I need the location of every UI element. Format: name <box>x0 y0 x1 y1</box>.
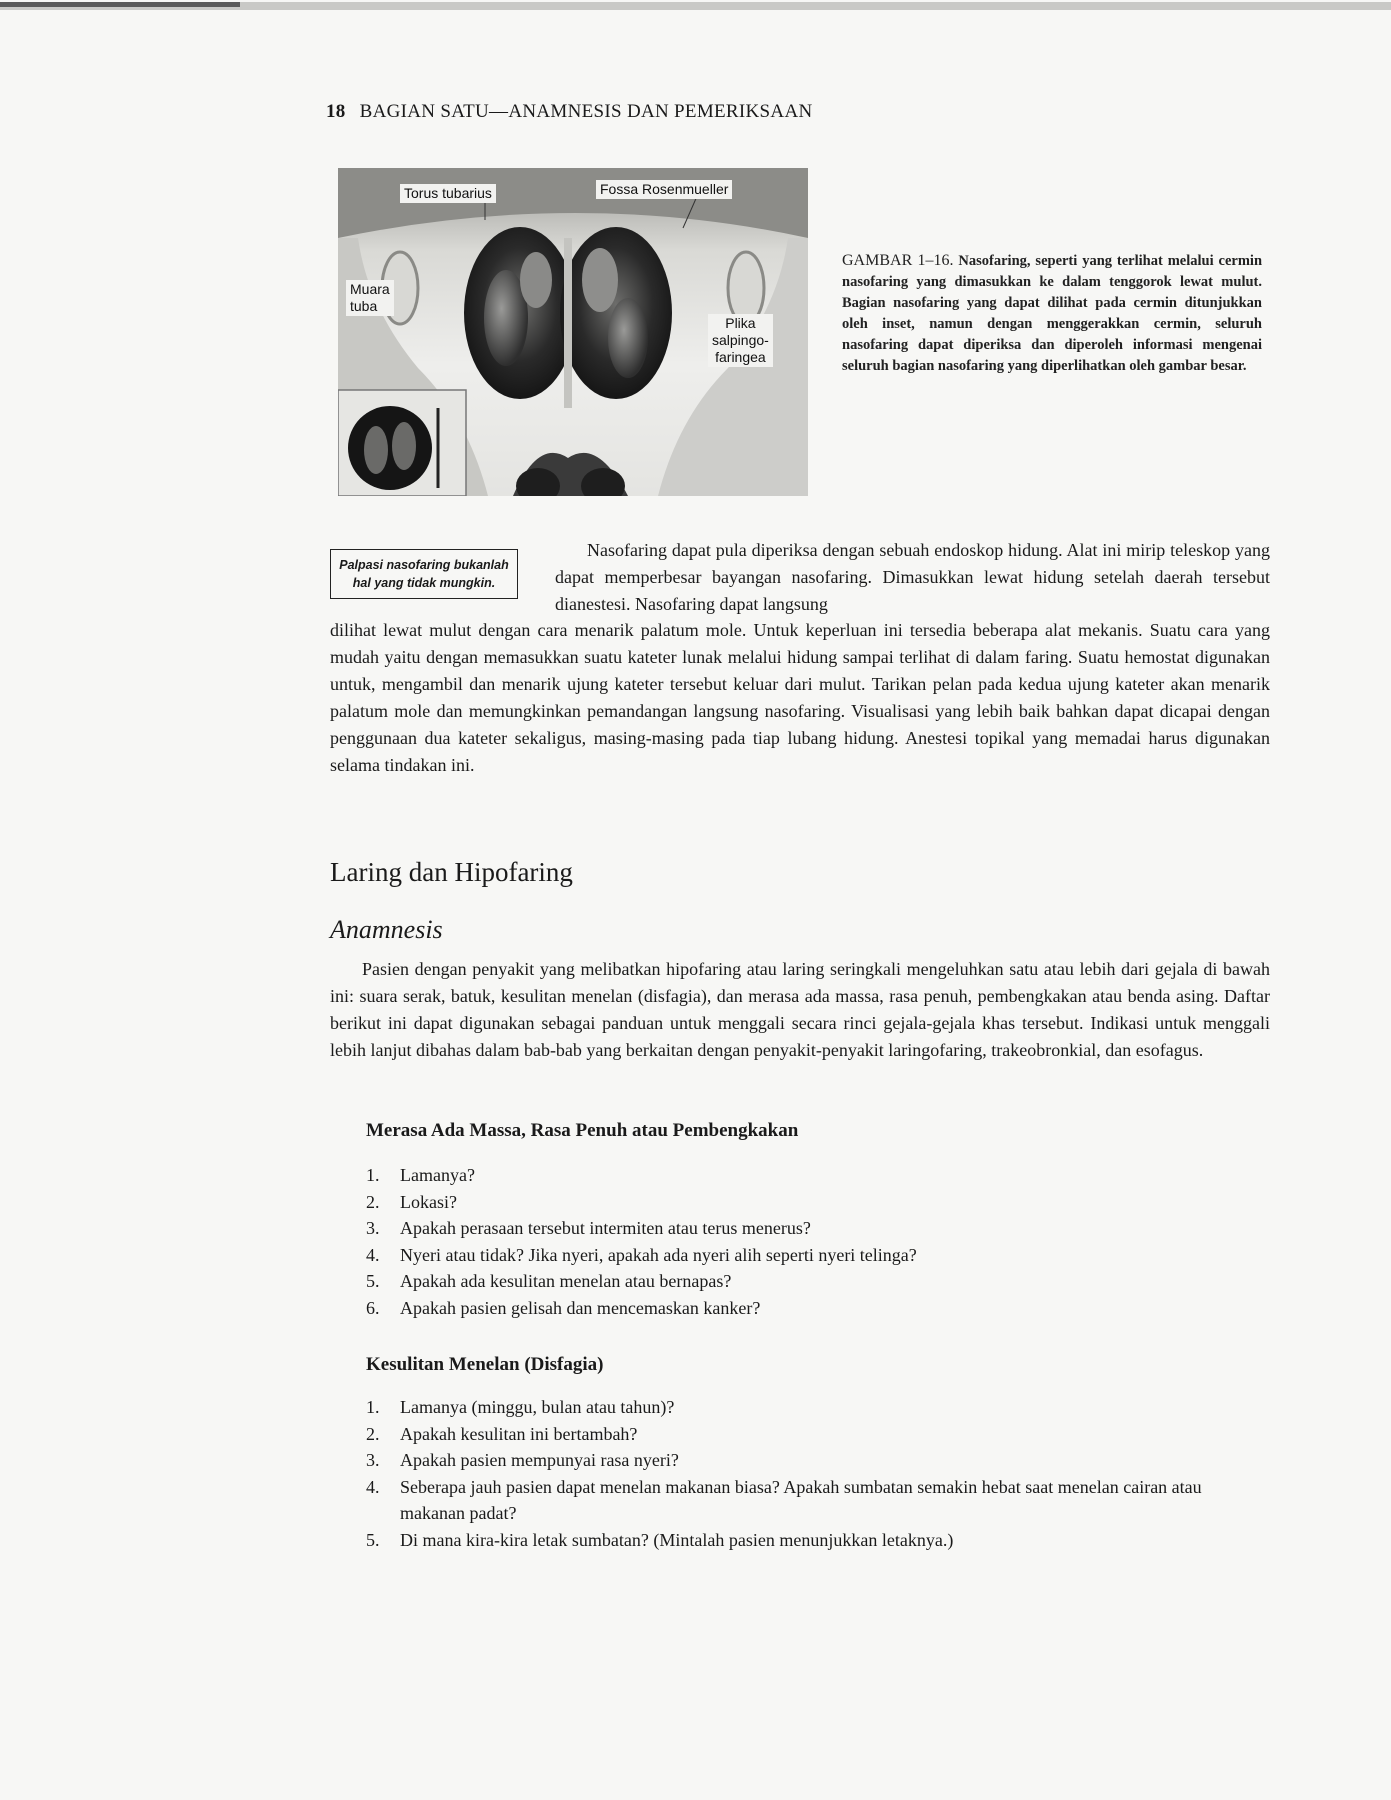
subsection-title: Anamnesis <box>330 915 443 944</box>
right-turbinate-upper <box>582 248 618 312</box>
right-turbinate <box>608 298 648 378</box>
top-scan-edge-dark <box>0 2 240 7</box>
chapter-title: BAGIAN SATU—ANAMNESIS DAN PEMERIKSAAN <box>359 101 813 122</box>
list-item: 2. Apakah kesulitan ini bertambah? <box>366 1423 638 1444</box>
posterior-wall <box>338 168 808 238</box>
section-title: Laring dan Hipofaring <box>330 857 573 887</box>
list1 <box>366 1162 1271 1321</box>
list-item: 5. Apakah ada kesulitan menelan atau bernapas? <box>366 1271 732 1291</box>
septum <box>564 238 572 408</box>
margin-note <box>330 549 518 599</box>
inset-right-choana <box>392 422 416 470</box>
nasopharynx-figure <box>338 168 808 496</box>
list-item: 3. Apakah perasaan tersebut intermiten atau terus menerus? <box>366 1218 811 1238</box>
label-fossa-rosenmueller: Fossa Rosenmueller <box>596 180 732 199</box>
list-item: 5. Di mana kira-kira letak sumbatan? (Mintalah pasien menunjukkan letaknya.) <box>366 1529 954 1550</box>
list1-heading: Merasa Ada Massa, Rasa Penuh atau Pembengkakan <box>366 1120 799 1141</box>
caption-head: GAMBAR 1–16. <box>842 252 954 269</box>
inset-mirror <box>348 406 432 490</box>
figure-caption <box>842 250 1262 377</box>
list-item: 3. Apakah pasien mempunyai rasa nyeri? <box>366 1450 679 1470</box>
list-item: 6. Apakah pasien gelisah dan mencemaskan kanker? <box>366 1297 761 1318</box>
paragraph-endoscope: Nasofaring dapat pula diperiksa dengan sebuah endoskop hidung. Alat ini mirip teleskop yang dapat memperbesar bayangan nasofaring. Dimasukkan lewat hidung setelah daerah tersebut dianestesi. Nasofaring dapat langsung <box>555 540 1270 614</box>
list-item: 2. Lokasi? <box>366 1191 457 1212</box>
label-muara-tuba: Muara tuba <box>346 280 394 316</box>
margin-note-text: Palpasi nasofaring bukanlah hal yang tidak mungkin. <box>339 558 509 590</box>
left-turbinate-upper <box>520 252 552 308</box>
label-plika-salpingofaringea: Plika salpingo- faringea <box>708 314 773 367</box>
list-item: 1. Lamanya? <box>366 1165 475 1185</box>
paragraph-anamnesis: Pasien dengan penyakit yang melibatkan hipofaring atau laring seringkali mengeluhkan satu atau lebih dari gejala di bawah ini: suara serak, batuk, kesulitan menelan (disfagia), dan merasa ada massa, rasa penuh, pembengkakan atau benda asing. Daftar berikut ini dapat digunakan sebagai panduan untuk menggali secara rinci gejala-gejala khas tersebut. Indikasi untuk menggali lebih lanjut dibahas dalam bab-bab yang berkaitan dengan penyakit-penyakit laringofaring, trakeobronkial, dan esofagus. <box>330 959 1270 1060</box>
list-item: 1. Lamanya (minggu, bulan atau tahun)? <box>366 1397 675 1417</box>
list-item: 4. Seberapa jauh pasien dapat menelan makanan biasa? Apakah sumbatan semakin hebat saat menelan cairan atau makanan padat? <box>366 1476 1202 1523</box>
label-torus-tubarius: Torus tubarius <box>400 184 496 203</box>
running-head <box>326 101 813 123</box>
list2-heading: Kesulitan Menelan (Disfagia) <box>366 1354 604 1375</box>
paragraph-endoscope-continued: dilihat lewat mulut dengan cara menarik palatum mole. Untuk keperluan ini tersedia beberapa alat mekanis. Suatu cara yang mudah yaitu dengan memasukkan suatu kateter lunak melalui hidung sampai terlihat di dalam faring. Suatu hemostat digunakan untuk, mengambil dan menarik ujung kateter tersebut keluar dari mulut. Tarikan pelan pada kedua ujung kateter akan menarik palatum mole dan memungkinkan pemandangan langsung nasofaring. Visualisasi yang lebih baik bahkan dapat dicapai dengan penggunaan dua kateter sekaligus, masing-masing pada tiap lubang hidung. Anestesi topikal yang memadai harus digunakan selama tindakan ini. <box>330 620 1270 775</box>
inset-left-choana <box>364 426 388 474</box>
caption-text: Nasofaring, seperti yang terlihat melalui cermin nasofaring yang dimasukkan ke dalam tenggorok lewat mulut. Bagian nasofaring yang dapat dilihat pada cermin ditunjukkan oleh inset, namun dengan menggerakkan cermin, seluruh nasofaring dapat diperiksa dan diperoleh informasi mengenai seluruh bagian nasofaring yang diperlihatkan oleh gambar besar. <box>842 253 1263 374</box>
list2 <box>366 1394 1271 1553</box>
page-number: 18 <box>326 101 346 122</box>
list-item: 4. Nyeri atau tidak? Jika nyeri, apakah ada nyeri alih seperti nyeri telinga? <box>366 1244 917 1265</box>
